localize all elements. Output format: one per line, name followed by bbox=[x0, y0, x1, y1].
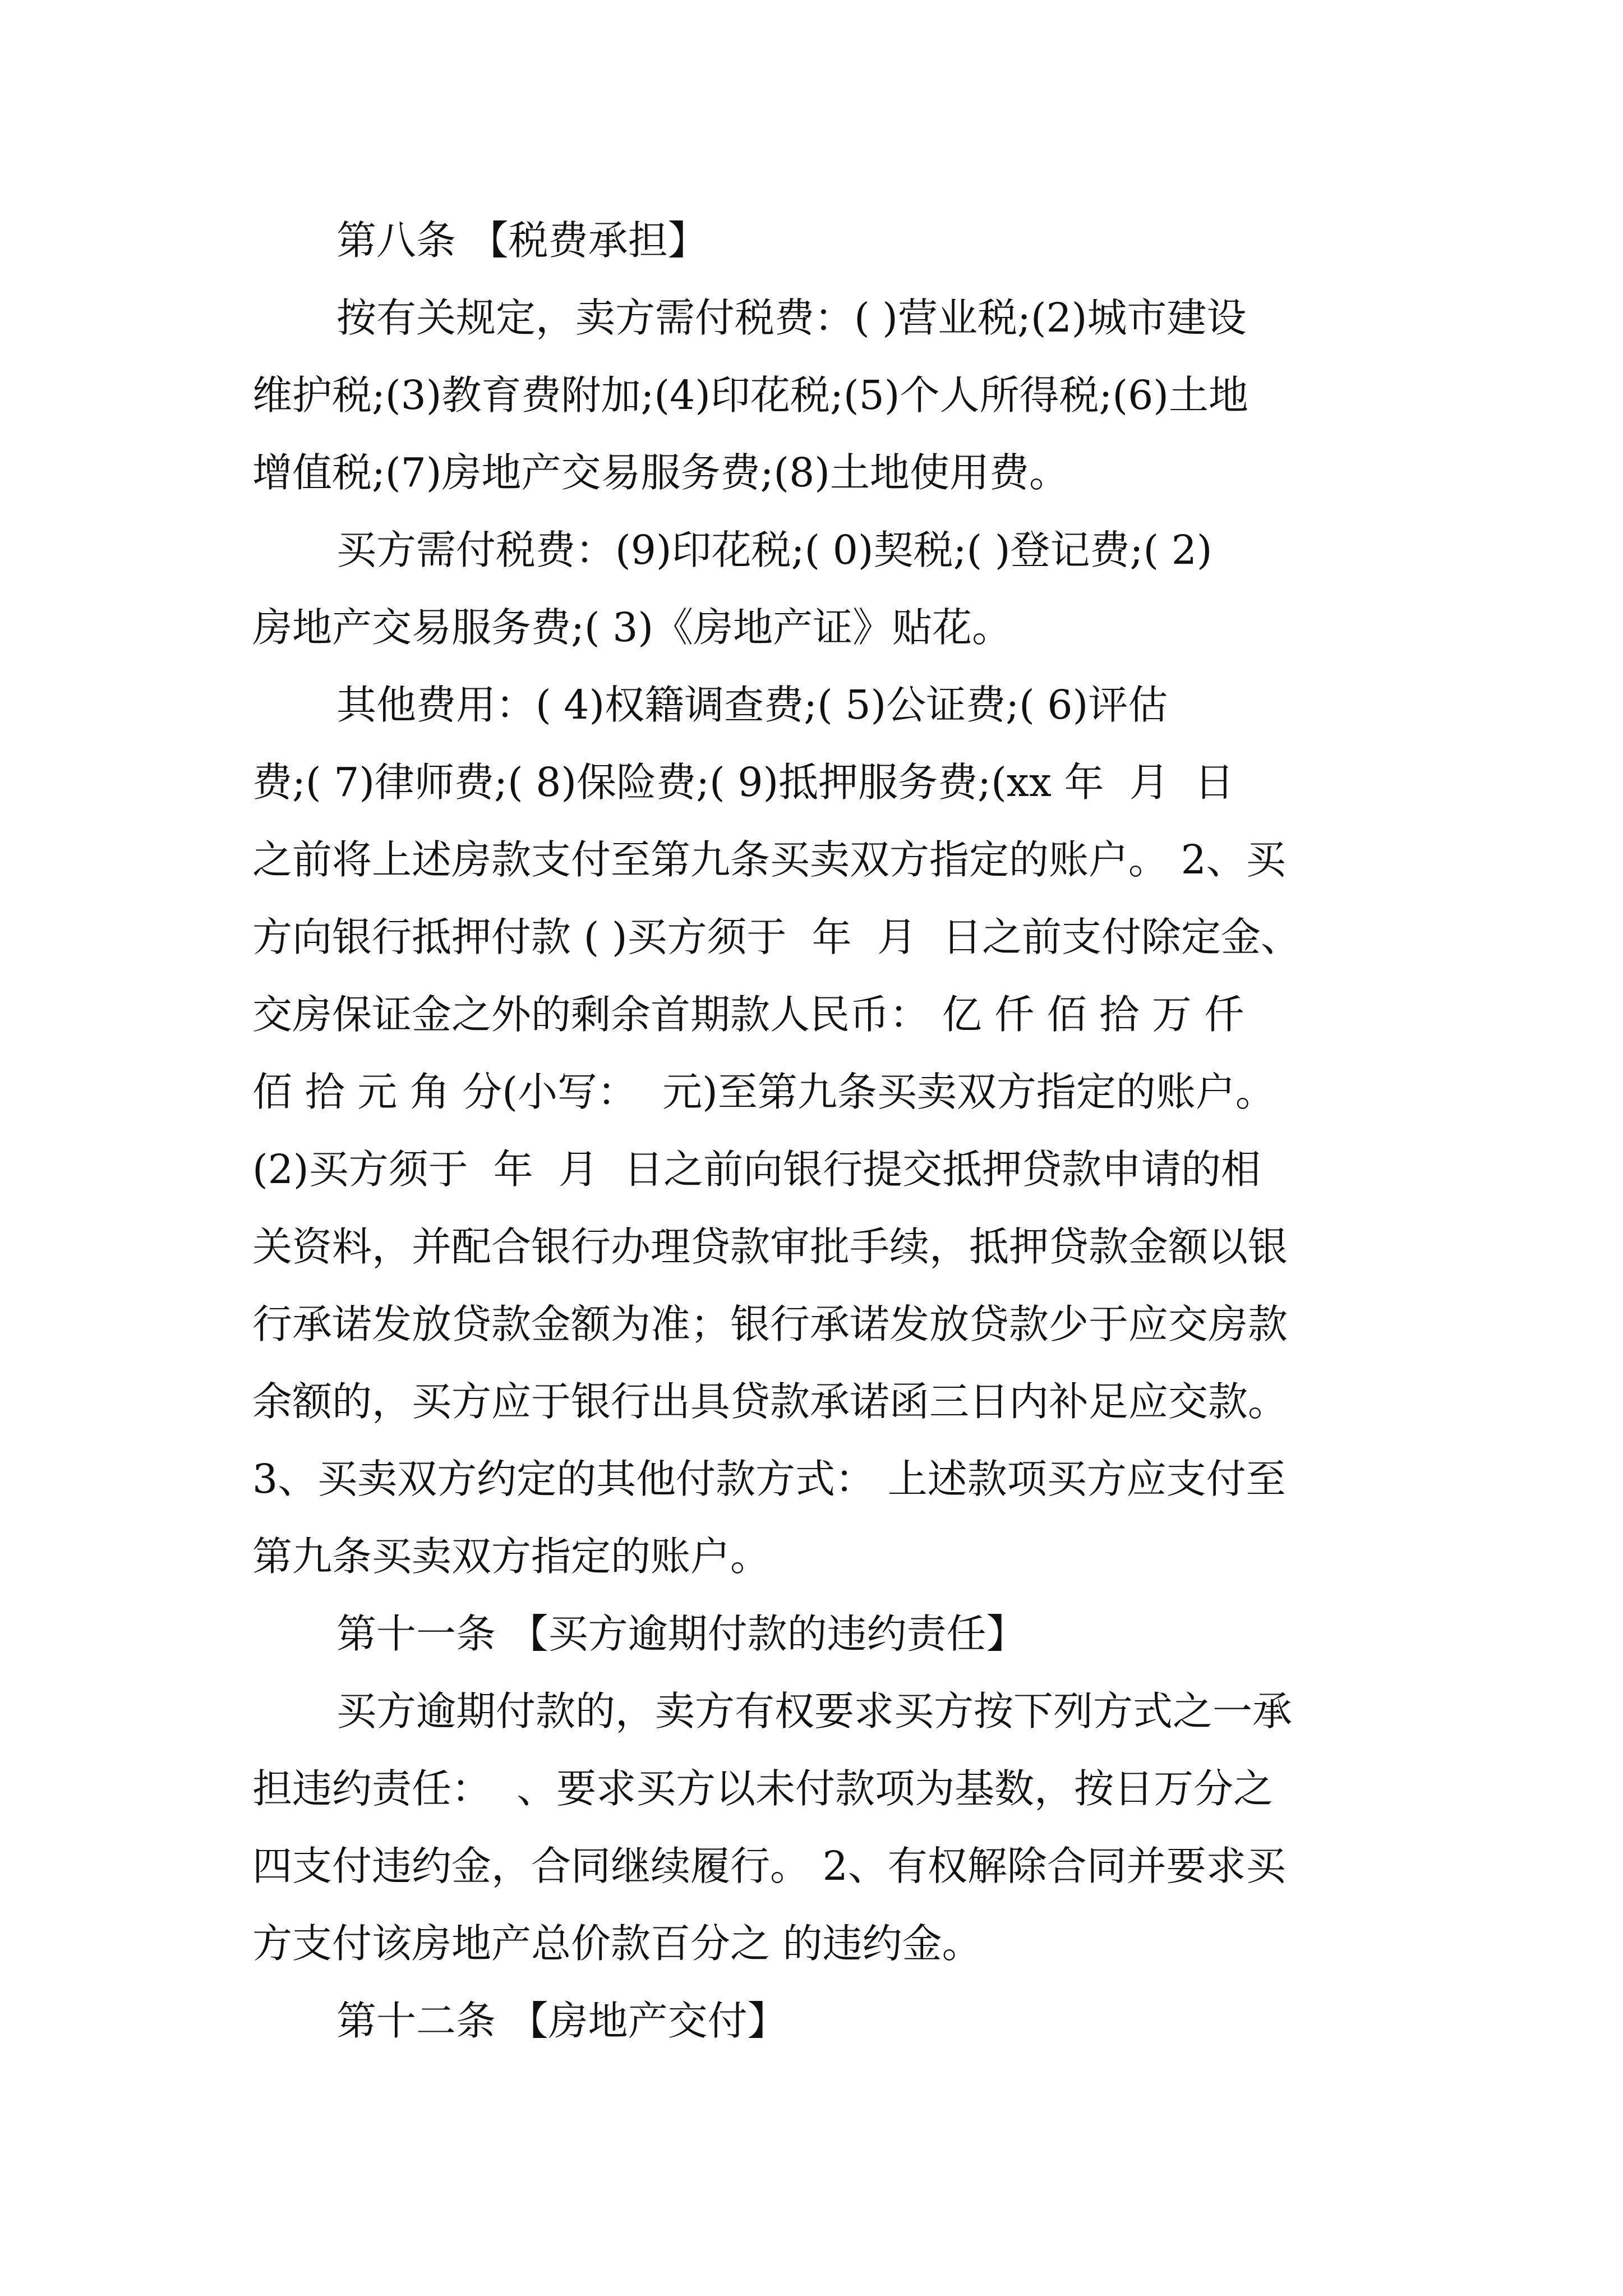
paragraph-line: (2)买方须于 年 月 日之前向银行提交抵押贷款申请的相 bbox=[252, 1146, 1261, 1193]
paragraph-line: 增值税;(7)房地产交易服务费;(8)土地使用费。 bbox=[252, 449, 1069, 496]
paragraph-line: 维护税;(3)教育费附加;(4)印花税;(5)个人所得税;(6)土地 bbox=[252, 372, 1248, 418]
paragraph-line: 买方需付税费：(9)印花税;( 0)契税;( )登记费;( 2) bbox=[336, 527, 1212, 573]
section-heading: 第八条 【税费承担】 bbox=[336, 217, 708, 264]
paragraph-line: 行承诺发放贷款金额为准；银行承诺发放贷款少于应交房款 bbox=[252, 1301, 1288, 1347]
paragraph-line: 担违约责任： 、要求买方以未付款项为基数，按日万分之 bbox=[252, 1765, 1274, 1812]
paragraph bbox=[252, 512, 1391, 666]
paragraph-line: 方支付该房地产总价款百分之 的违约金。 bbox=[252, 1920, 982, 1967]
paragraph bbox=[252, 279, 1391, 512]
paragraph-line: 费;( 7)律师费;( 8)保险费;( 9)抵押服务费;(xx 年 月 日 bbox=[252, 759, 1234, 806]
document-body bbox=[252, 202, 1391, 2060]
paragraph-line: 之前将上述房款支付至第九条买卖双方指定的账户。 2、买 bbox=[252, 836, 1286, 883]
paragraph-line: 买方逾期付款的，卖方有权要求买方按下列方式之一承 bbox=[336, 1688, 1293, 1734]
paragraph-line: 关资料，并配合银行办理贷款审批手续，抵押贷款金额以银 bbox=[252, 1223, 1288, 1270]
paragraph-line: 交房保证金之外的剩余首期款人民币： 亿 仟 佰 拾 万 仟 bbox=[252, 991, 1244, 1038]
paragraph-line: 其他费用：( 4)权籍调查费;( 5)公证费;( 6)评估 bbox=[336, 682, 1168, 728]
paragraph-line: 房地产交易服务费;( 3)《房地产证》贴花。 bbox=[252, 604, 1012, 651]
section-heading: 第十二条 【房地产交付】 bbox=[336, 1998, 787, 2044]
paragraph-line: 第九条买卖双方指定的账户。 bbox=[252, 1533, 771, 1580]
paragraph-line: 按有关规定，卖方需付税费：( )营业税;(2)城市建设 bbox=[336, 295, 1247, 341]
paragraph bbox=[252, 1673, 1391, 1982]
paragraph-line: 余额的，买方应于银行出具贷款承诺函三日内补足应交款。 bbox=[252, 1378, 1288, 1425]
paragraph-line: 佰 拾 元 角 分(小写： 元)至第九条买卖双方指定的账户。 bbox=[252, 1069, 1275, 1115]
paragraph-line: 四支付违约金，合同继续履行。 2、有权解除合同并要求买 bbox=[252, 1843, 1286, 1889]
paragraph-line: 方向银行抵押付款 ( )买方须于 年 月 日之前支付除定金、 bbox=[252, 914, 1301, 960]
paragraph-line: 3、买卖双方约定的其他付款方式： 上述款项买方应支付至 bbox=[252, 1456, 1286, 1502]
paragraph bbox=[252, 666, 1391, 1595]
section-heading: 第十一条 【买方逾期付款的违约责任】 bbox=[336, 1611, 1026, 1657]
